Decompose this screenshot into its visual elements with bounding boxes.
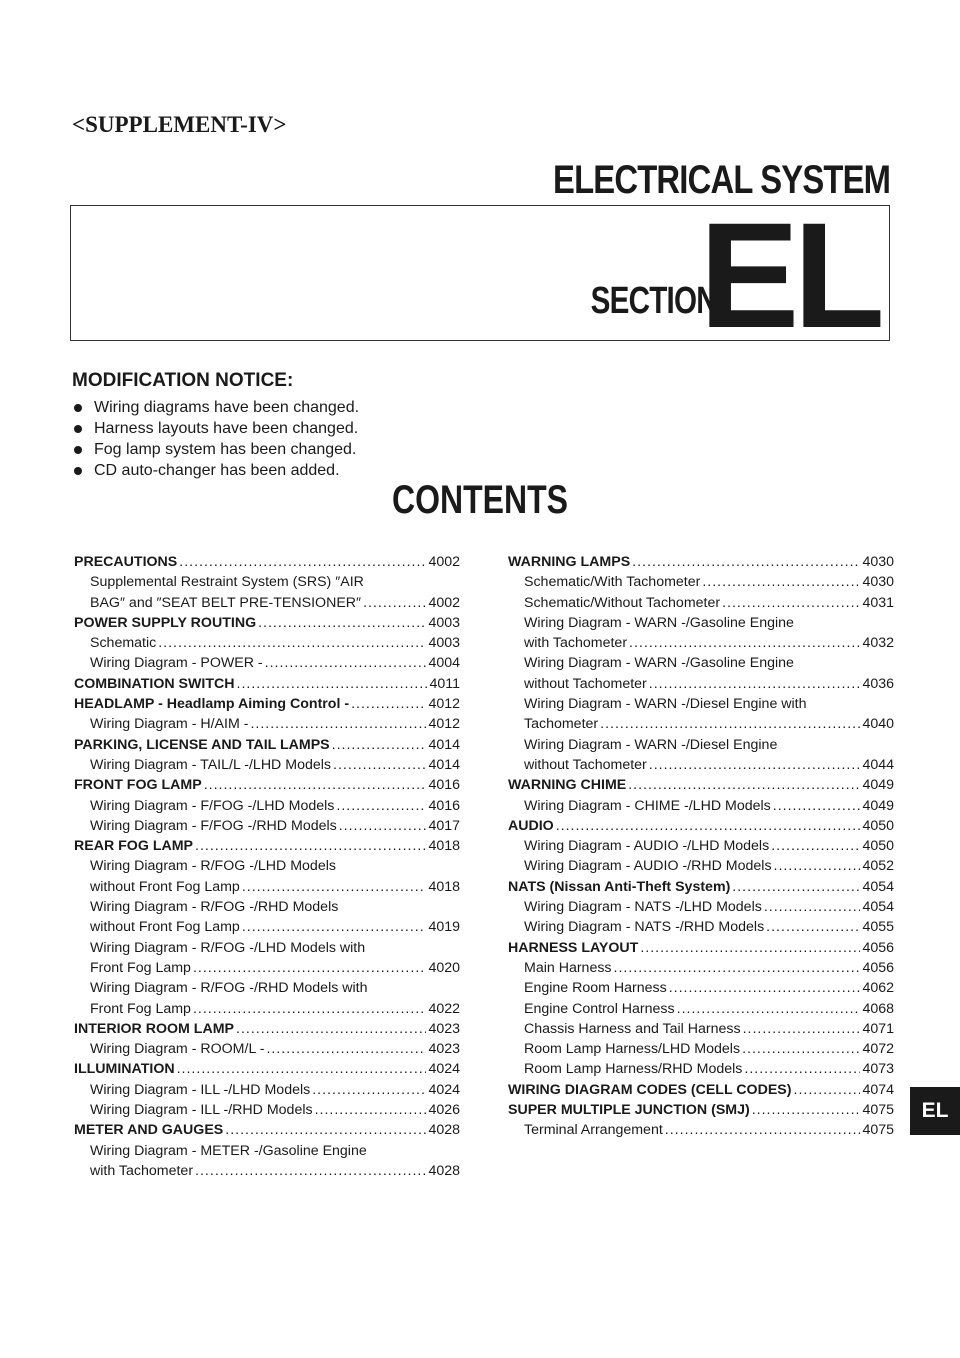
toc-subentry[interactable] <box>74 960 460 980</box>
toc-subentry[interactable] <box>74 919 460 939</box>
toc-entry-label: with Tachometer <box>90 1162 194 1179</box>
toc-dot-leader <box>237 676 428 692</box>
toc-entry-label: Wiring Diagram - R/FOG -/RHD Models with <box>90 980 368 997</box>
toc-page-number: 4055 <box>862 919 894 936</box>
toc-entry-label: Terminal Arrangement <box>524 1122 663 1139</box>
toc-subentry[interactable] <box>508 595 894 615</box>
toc-subentry[interactable] <box>508 838 894 858</box>
section-box <box>70 191 890 359</box>
toc-entry-label: WIRING DIAGRAM CODES (CELL CODES) <box>508 1081 792 1098</box>
toc-entry-label: Wiring Diagram - R/FOG -/LHD Models <box>90 858 336 875</box>
toc-dot-leader <box>315 1102 427 1118</box>
toc-page-number: 4014 <box>428 736 460 753</box>
notice-item-text: Wiring diagrams have been changed. <box>94 398 360 416</box>
toc-section-entry[interactable] <box>508 818 894 838</box>
toc-entry-label: Wiring Diagram - F/FOG -/RHD Models <box>90 817 337 834</box>
toc-section-entry[interactable] <box>508 1102 894 1122</box>
toc-subentry[interactable] <box>74 1102 460 1122</box>
toc-entry-label: Wiring Diagram - R/FOG -/RHD Models <box>90 899 339 916</box>
toc-page-number: 4032 <box>862 635 894 652</box>
toc-section-entry[interactable] <box>508 879 894 899</box>
toc-page-number: 4014 <box>428 756 460 773</box>
toc-entry-label: Main Harness <box>524 959 612 976</box>
bullet-icon <box>74 467 82 475</box>
toc-subentry[interactable] <box>74 858 460 878</box>
toc-dot-leader <box>266 1041 426 1057</box>
toc-dot-leader <box>649 676 861 692</box>
toc-subentry[interactable] <box>508 574 894 594</box>
toc-entry-label: BAG″ and ″SEAT BELT PRE-TENSIONER″ <box>90 594 362 611</box>
toc-entry-label: Wiring Diagram - AUDIO -/LHD Models <box>524 838 770 855</box>
toc-entry-label: PRECAUTIONS <box>74 554 178 570</box>
toc-entry-label: METER AND GAUGES <box>74 1122 224 1139</box>
toc-subentry[interactable] <box>74 1163 460 1183</box>
toc-page-number: 4031 <box>862 594 894 611</box>
toc-section-entry[interactable] <box>74 554 460 574</box>
toc-dot-leader <box>773 798 861 814</box>
toc-section-entry[interactable] <box>74 777 460 797</box>
toc-entry-label: Wiring Diagram - WARN -/Diesel Engine with <box>524 696 807 713</box>
toc-subentry[interactable] <box>508 899 894 919</box>
toc-page-number: 4030 <box>862 554 894 570</box>
toc-dot-leader <box>722 595 860 611</box>
toc-page-number: 4072 <box>862 1041 894 1058</box>
toc-page-number: 4075 <box>862 1102 894 1119</box>
toc-entry-label: Wiring Diagram - F/FOG -/LHD Models <box>90 797 335 814</box>
toc-dot-leader <box>258 615 426 631</box>
toc-dot-leader <box>242 919 427 935</box>
toc-page-number: 4062 <box>862 980 894 997</box>
notice-item <box>72 397 359 418</box>
toc-entry-label: Wiring Diagram - AUDIO -/RHD Models <box>524 858 772 875</box>
toc-page-number: 4022 <box>428 1000 460 1017</box>
toc-subentry[interactable] <box>508 1041 894 1061</box>
toc-dot-leader <box>242 879 427 895</box>
toc-page-number: 4052 <box>862 858 894 875</box>
toc-dot-leader <box>339 818 427 834</box>
toc-entry-label: Wiring Diagram - POWER - <box>90 655 263 672</box>
toc-dot-leader <box>628 777 860 793</box>
toc-entry-label: without Front Fog Lamp <box>90 878 240 895</box>
toc-left-column <box>74 554 460 1183</box>
toc-page-number: 4019 <box>428 919 460 936</box>
toc-page-number: 4003 <box>428 635 460 652</box>
toc-subentry[interactable] <box>508 980 894 1000</box>
toc-subentry[interactable] <box>74 655 460 675</box>
toc-dot-leader <box>193 1001 427 1017</box>
notice-heading: MODIFICATION NOTICE: <box>72 370 294 391</box>
toc-page-number: 4049 <box>862 797 894 814</box>
toc-page-number: 4017 <box>428 817 460 834</box>
toc-entry-label: FRONT FOG LAMP <box>74 777 202 794</box>
notice-item <box>72 418 359 439</box>
toc-dot-leader <box>179 554 426 570</box>
toc-page-number: 4036 <box>862 675 894 692</box>
toc-dot-leader <box>752 1102 861 1118</box>
toc-subentry[interactable] <box>74 574 460 594</box>
toc-subentry[interactable] <box>74 716 460 736</box>
supplement-label: <SUPPLEMENT-IV> <box>72 112 287 137</box>
toc-page-number: 4050 <box>862 817 894 834</box>
toc-section-entry[interactable] <box>74 615 460 635</box>
toc-entry-label: Wiring Diagram - WARN -/Gasoline Engine <box>524 614 794 631</box>
toc-subentry[interactable] <box>508 1021 894 1041</box>
toc-subentry[interactable] <box>508 635 894 655</box>
page-title: ELECTRICAL SYSTEM <box>552 158 890 202</box>
toc-dot-leader <box>195 838 426 854</box>
toc-subentry[interactable] <box>508 716 894 736</box>
toc-subentry[interactable] <box>508 798 894 818</box>
toc-dot-leader <box>794 1082 861 1098</box>
toc-entry-label: Schematic/Without Tachometer <box>524 594 721 611</box>
toc-dot-leader <box>744 1061 860 1077</box>
toc-page-number: 4011 <box>429 675 460 692</box>
section-code: EL <box>699 191 879 359</box>
toc-subentry[interactable] <box>508 1061 894 1081</box>
toc-page-number: 4074 <box>862 1081 894 1098</box>
toc-page-number: 4024 <box>428 1081 460 1098</box>
toc-page-number: 4054 <box>862 899 894 916</box>
toc-subentry[interactable] <box>508 737 894 757</box>
toc-page-number: 4056 <box>862 939 894 956</box>
toc-entry-label: Schematic <box>90 635 157 652</box>
toc-subentry[interactable] <box>74 635 460 655</box>
toc-dot-leader <box>600 716 860 732</box>
toc-section-entry[interactable] <box>74 1122 460 1142</box>
toc-dot-leader <box>363 595 426 611</box>
toc-dot-leader <box>158 635 426 651</box>
toc-subentry[interactable] <box>508 655 894 675</box>
toc-page-number: 4002 <box>428 554 460 570</box>
toc-entry-label: NATS (Nissan Anti-Theft System) <box>508 878 731 895</box>
toc-page-number: 4018 <box>428 838 460 855</box>
toc-entry-label: with Tachometer <box>524 635 628 652</box>
toc-subentry[interactable] <box>508 676 894 696</box>
toc-entry-label: Front Fog Lamp <box>90 959 191 976</box>
toc-page-number: 4073 <box>862 1061 894 1078</box>
toc-page-number: 4012 <box>428 716 460 733</box>
toc-section-entry[interactable] <box>508 940 894 960</box>
toc-subentry[interactable] <box>508 919 894 939</box>
toc-subentry[interactable] <box>508 757 894 777</box>
toc-entry-label: Supplemental Restraint System (SRS) ″AIR <box>90 574 364 591</box>
toc-entry-label: INTERIOR ROOM LAMP <box>74 1020 234 1037</box>
notice-list <box>72 397 359 481</box>
toc-page-number: 4016 <box>428 777 460 794</box>
section-tab[interactable]: EL <box>910 1087 960 1135</box>
toc-dot-leader <box>702 574 860 590</box>
toc-entry-label: Tachometer <box>524 716 599 733</box>
toc-entry-label: Wiring Diagram - METER -/Gasoline Engine <box>90 1142 367 1159</box>
section-word: SECTION <box>590 280 717 322</box>
toc-section-entry[interactable] <box>508 777 894 797</box>
toc-page-number: 4020 <box>428 959 460 976</box>
toc-dot-leader <box>669 980 861 996</box>
toc-entry-label: Wiring Diagram - WARN -/Diesel Engine <box>524 736 778 753</box>
notice-item-text: Fog lamp system has been changed. <box>94 440 357 458</box>
toc-dot-leader <box>742 1041 860 1057</box>
toc-subentry[interactable] <box>74 899 460 919</box>
toc-page-number: 4023 <box>428 1041 460 1058</box>
toc-dot-leader <box>629 635 860 651</box>
toc-page-number: 4030 <box>862 574 894 591</box>
toc-entry-label: Wiring Diagram - NATS -/RHD Models <box>524 919 765 936</box>
toc-entry-label: PARKING, LICENSE AND TAIL LAMPS <box>74 736 330 753</box>
toc-entry-label: Wiring Diagram - ILL -/RHD Models <box>90 1102 313 1119</box>
toc-page-number: 4071 <box>862 1020 894 1037</box>
toc-dot-leader <box>556 818 861 834</box>
toc-page-number: 4023 <box>428 1020 460 1037</box>
toc-entry-label: Wiring Diagram - NATS -/LHD Models <box>524 899 762 916</box>
bullet-icon <box>74 446 82 454</box>
bullet-icon <box>74 425 82 433</box>
toc-entry-label: ILLUMINATION <box>74 1061 175 1078</box>
toc-dot-leader <box>333 757 426 773</box>
toc-page-number: 4049 <box>862 777 894 794</box>
toc-dot-leader <box>764 899 861 915</box>
notice-item <box>72 439 359 460</box>
toc-entry-label: Schematic/With Tachometer <box>524 574 701 591</box>
toc-subentry[interactable] <box>74 1082 460 1102</box>
notice-item-text: CD auto-changer has been added. <box>94 461 340 479</box>
toc-page-number: 4026 <box>428 1102 460 1119</box>
toc-page-number: 4018 <box>428 878 460 895</box>
toc-page-number: 4075 <box>862 1122 894 1139</box>
toc-dot-leader <box>351 696 426 712</box>
toc-entry-label: POWER SUPPLY ROUTING <box>74 614 257 631</box>
toc-entry-label: Wiring Diagram - H/AIM - <box>90 716 249 733</box>
toc-entry-label: COMBINATION SWITCH <box>74 675 235 692</box>
toc-dot-leader <box>614 960 861 976</box>
toc-subentry[interactable] <box>508 858 894 878</box>
toc-page-number: 4056 <box>862 959 894 976</box>
toc-section-entry[interactable] <box>508 1082 894 1102</box>
toc-dot-leader <box>640 940 860 956</box>
toc-entry-label: Room Lamp Harness/LHD Models <box>524 1041 741 1058</box>
toc-entry-label: Wiring Diagram - WARN -/Gasoline Engine <box>524 655 794 672</box>
toc-page-number: 4004 <box>428 655 460 672</box>
toc-entry-label: Engine Room Harness <box>524 980 667 997</box>
toc-page-number: 4016 <box>428 797 460 814</box>
toc-entry-label: HARNESS LAYOUT <box>508 939 639 956</box>
toc-entry-label: REAR FOG LAMP <box>74 838 194 855</box>
toc-entry-label: Chassis Harness and Tail Harness <box>524 1020 741 1037</box>
toc-section-entry[interactable] <box>74 737 460 757</box>
toc-page-number: 4068 <box>862 1000 894 1017</box>
toc-subentry[interactable] <box>74 1143 460 1163</box>
toc-dot-leader <box>204 777 427 793</box>
toc-dot-leader <box>774 858 861 874</box>
toc-page-number: 4028 <box>428 1122 460 1139</box>
toc-subentry[interactable] <box>74 818 460 838</box>
toc-dot-leader <box>766 919 860 935</box>
toc-entry-label: without Tachometer <box>524 675 647 692</box>
toc-dot-leader <box>250 716 426 732</box>
toc-entry-label: without Front Fog Lamp <box>90 919 240 936</box>
toc-subentry[interactable] <box>74 798 460 818</box>
toc-subentry[interactable] <box>508 615 894 635</box>
toc-subentry[interactable] <box>74 980 460 1000</box>
toc-dot-leader <box>177 1061 427 1077</box>
toc-dot-leader <box>732 879 860 895</box>
toc-dot-leader <box>649 757 861 773</box>
toc-dot-leader <box>195 1163 426 1179</box>
toc-dot-leader <box>677 1001 861 1017</box>
toc-entry-label: Wiring Diagram - CHIME -/LHD Models <box>524 797 771 814</box>
toc-dot-leader <box>632 554 860 570</box>
toc-dot-leader <box>743 1021 861 1037</box>
toc-entry-label: Wiring Diagram - ROOM/L - <box>90 1041 265 1058</box>
toc-entry-label: WARNING CHIME <box>508 777 627 794</box>
toc-subentry[interactable] <box>74 1001 460 1021</box>
toc-dot-leader <box>225 1122 426 1138</box>
toc-subentry[interactable] <box>508 1122 894 1142</box>
toc-entry-label: without Tachometer <box>524 756 647 773</box>
toc-entry-label: AUDIO <box>508 817 554 834</box>
toc-right-column <box>508 554 894 1143</box>
toc-subentry[interactable] <box>508 696 894 716</box>
toc-subentry[interactable] <box>74 879 460 899</box>
toc-dot-leader <box>265 655 427 671</box>
toc-dot-leader <box>236 1021 426 1037</box>
contents-title: CONTENTS <box>392 478 568 522</box>
toc-entry-label: Wiring Diagram - R/FOG -/LHD Models with <box>90 939 366 956</box>
toc-page-number: 4003 <box>428 614 460 631</box>
toc-section-entry[interactable] <box>74 1021 460 1041</box>
toc-entry-label: Wiring Diagram - TAIL/L -/LHD Models <box>90 756 331 773</box>
toc-page-number: 4024 <box>428 1061 460 1078</box>
toc-entry-label: Engine Control Harness <box>524 1000 675 1017</box>
toc-section-entry[interactable] <box>74 838 460 858</box>
toc-dot-leader <box>771 838 860 854</box>
notice-item-text: Harness layouts have been changed. <box>94 419 359 437</box>
toc-entry-label: SUPER MULTIPLE JUNCTION (SMJ) <box>508 1102 750 1119</box>
toc-entry-label: WARNING LAMPS <box>508 554 631 570</box>
toc-page-number: 4012 <box>428 696 460 713</box>
toc-entry-label: Wiring Diagram - ILL -/LHD Models <box>90 1081 311 1098</box>
toc-section-entry[interactable] <box>74 696 460 716</box>
toc-page-number: 4040 <box>862 716 894 733</box>
toc-subentry[interactable] <box>508 960 894 980</box>
toc-subentry[interactable] <box>508 1001 894 1021</box>
toc-section-entry[interactable] <box>74 676 460 696</box>
toc-entry-label: Front Fog Lamp <box>90 1000 191 1017</box>
toc-page-number: 4044 <box>862 756 894 773</box>
toc-subentry[interactable] <box>74 1041 460 1061</box>
toc-dot-leader <box>193 960 427 976</box>
toc-entry-label: Room Lamp Harness/RHD Models <box>524 1061 743 1078</box>
toc-subentry[interactable] <box>74 757 460 777</box>
toc-section-entry[interactable] <box>508 554 894 574</box>
toc-section-entry[interactable] <box>74 1061 460 1081</box>
toc-page-number: 4002 <box>428 594 460 611</box>
toc-subentry[interactable] <box>74 595 460 615</box>
toc-dot-leader <box>312 1082 426 1098</box>
toc-dot-leader <box>332 737 427 753</box>
toc-page-number: 4028 <box>428 1162 460 1179</box>
toc-dot-leader <box>665 1122 861 1138</box>
toc-page-number: 4054 <box>862 878 894 895</box>
bullet-icon <box>74 404 82 412</box>
toc-entry-label: HEADLAMP - Headlamp Aiming Control - <box>74 696 350 713</box>
toc-subentry[interactable] <box>74 940 460 960</box>
toc-dot-leader <box>336 798 426 814</box>
toc-page-number: 4050 <box>862 838 894 855</box>
